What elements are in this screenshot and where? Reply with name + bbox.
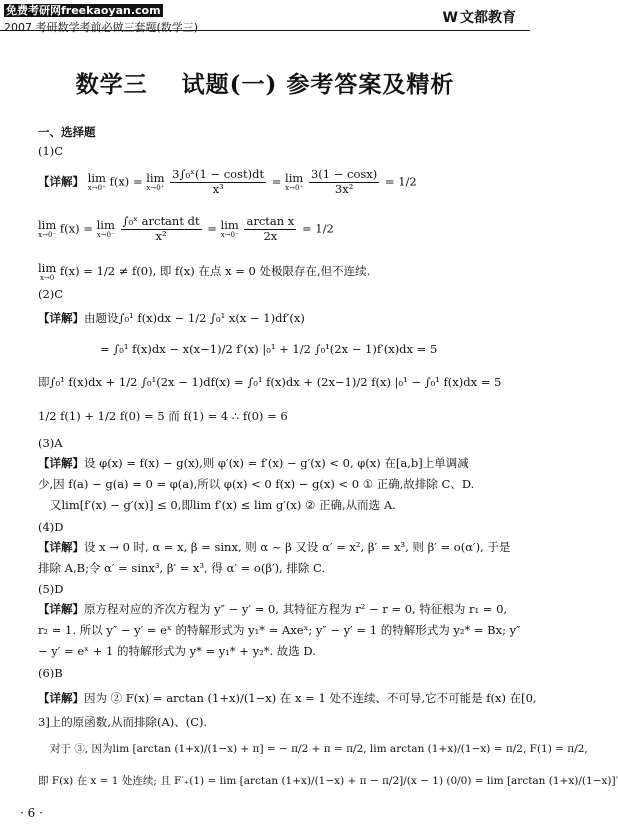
expr: 由题设∫₀¹ f(x)dx − 1/2 ∫₀¹ x(x − 1)df′(x): [84, 311, 305, 325]
brand: [443, 7, 516, 27]
solution-5-line-3: − y′ = eˣ + 1 的特解形式为 y* = y₁* + y₂*. 故选 D.: [38, 644, 316, 658]
conclusion: f(x) = 1/2 ≠ f(0), 即 f(x) 在点 x = 0 处极限存在,但不连续.: [59, 264, 371, 279]
solution-6-line-2: 3]上的原函数,从而排除(A)、(C).: [38, 715, 208, 729]
brand-logo-icon: W: [442, 10, 456, 26]
answer-1: (1)C: [38, 144, 64, 158]
solution-6-line-1: [38, 692, 537, 706]
watermark: 免费考研网freekaoyan.com: [6, 4, 161, 17]
answer-6: (6)B: [38, 666, 63, 680]
result: 1/2: [315, 221, 334, 236]
limit: lim x→0⁺: [146, 171, 165, 192]
limit: lim x→0⁻: [96, 218, 115, 239]
numerator: arctan x: [246, 214, 295, 228]
expr: 原方程对应的齐次方程为 y″ − y′ = 0, 其特征方程为 r² − r = 0, 特征根为 r₁ = 0,: [84, 602, 508, 616]
page-header: [0, 0, 530, 34]
header-book-title: 2007 考研数学考前必做三套题(数学三): [4, 21, 199, 34]
solution-4-line-1: [38, 541, 510, 555]
denominator: x³: [212, 181, 224, 196]
denominator: 2x: [263, 228, 278, 243]
solution-2-line-2: = ∫₀¹ f(x)dx − x(x−1)/2 f′(x) |₀¹ + 1/2 ∫₀¹(2x − 1)f′(x)dx = 5: [100, 342, 438, 356]
solution-1-line-3: [38, 262, 370, 282]
fraction: [170, 168, 266, 197]
title-subject: 数学三: [75, 71, 148, 98]
title-heading: 试题(一) 参考答案及精析: [181, 71, 455, 98]
solution-2-line-3: 即∫₀¹ f(x)dx + 1/2 ∫₀¹(2x − 1)df(x) = ∫₀¹ f(x)dx + (2x−1)/2 f(x) |₀¹ − ∫₀¹ f(x)dx = 5: [38, 375, 502, 389]
limit: lim x→0⁺: [285, 171, 304, 192]
fraction: [244, 215, 296, 244]
expr: 设 φ(x) = f(x) − g(x),则 φ′(x) = f′(x) − g′(x) < 0, φ(x) 在[a,b]上单调减: [84, 456, 469, 470]
answer-5: (5)D: [38, 582, 64, 596]
solution-4-line-2: 排除 A,B;令 α′ = sinx³, β′ = x³, 得 α′ = o(β′), 排除 C.: [38, 561, 326, 575]
brand-name: 文都教育: [460, 10, 516, 26]
solution-6-line-3: 对于 ③, 因为lim [arctan (1+x)/(1−x) + π] = − π/2 + π = π/2, lim arctan (1+x)/(1−x) = π/2, F(1) = π/2,: [50, 743, 588, 755]
answer-3: (3)A: [38, 436, 63, 450]
page-title: [0, 66, 530, 99]
lim-text: lim: [87, 171, 106, 186]
solution-3-line-1: [38, 457, 469, 471]
solution-3-line-3: 又lim[f′(x) − g′(x)] ≤ 0,即lim f′(x) ≤ lim g′(x) ② 正确,从而选 A.: [50, 498, 396, 512]
expr: f(x) =: [109, 174, 143, 189]
solution-5-line-2: r₂ = 1. 所以 y″ − y′ = eˣ 的特解形式为 y₁* = Axeˣ; y″ − y′ = 1 的特解形式为 y₂* = Bx; y″: [38, 623, 521, 637]
limit: lim x→0: [38, 261, 57, 282]
section-heading: 一、选择题: [38, 125, 96, 139]
answer-2: (2)C: [38, 287, 64, 301]
numerator: ∫₀ˣ arctant dt: [122, 214, 200, 228]
detail-tag: 【详解】: [38, 311, 84, 325]
numerator: 3∫₀ˣ(1 − cost)dt: [172, 167, 265, 181]
answer-4: (4)D: [38, 520, 64, 534]
solution-5-line-1: [38, 603, 507, 617]
solution-6-line-4: 即 F(x) 在 x = 1 处连续; 且 F′₊(1) = lim [arctan (1+x)/(1−x) + π − π/2]/(x − 1) (0/0) = lim [arctan (1+x)/(1−x)]′: [38, 775, 618, 787]
result: 1/2: [398, 174, 417, 189]
solution-3-line-2: 少,因 f(a) − g(a) = 0 = φ(a),所以 φ(x) < 0 f(x) − g(x) < 0 ① 正确,故排除 C、D.: [38, 477, 475, 491]
detail-tag: 【详解】: [38, 540, 84, 554]
page-number: · 6 ·: [20, 806, 43, 820]
solution-2-line-1: [38, 312, 305, 326]
fraction: [121, 215, 202, 244]
detail-tag: 【详解】: [38, 691, 84, 705]
limit: lim x→0⁺: [87, 171, 106, 192]
limit: lim x→0⁻: [220, 218, 239, 239]
solution-2-line-4: 1/2 f(1) + 1/2 f(0) = 5 而 f(1) = 4 ∴ f(0) = 6: [38, 409, 288, 423]
detail-tag: 【详解】: [38, 602, 84, 616]
fraction: [309, 168, 379, 197]
detail-tag: 【详解】: [38, 456, 84, 470]
numerator: 3(1 − cosx): [310, 167, 378, 181]
expr: 因为 ② F(x) = arctan (1+x)/(1−x) 在 x = 1 处不连续、不可导,它不可能是 f(x) 在[0,: [84, 691, 537, 705]
expr: 设 x → 0 时, α = x, β = sinx, 则 α ~ β 又设 α′ = x², β′ = x³, 则 β′ = o(α′), 于是: [84, 540, 511, 554]
denominator: x²: [155, 228, 167, 243]
limit: lim x→0⁻: [38, 218, 57, 239]
detail-tag: 【详解】: [38, 174, 84, 189]
header-left: [4, 2, 198, 35]
denominator: 3x²: [334, 181, 354, 196]
solution-1-line-2: lim x→0⁻ f(x) = lim x→0⁻ $\frac{\text{∫₀ˣ arctant dt}}{\text{x²}}$ = lim x→0⁻ $\frac{\text{arctan x}}{2x}$ = 1/2: [38, 214, 334, 243]
solution-1-line-1: 【详解】 lim x→0⁺ f(x) = lim x→0⁺ $\frac{\text{3∫₀ˣ(1 − cost)dt}}{\text{x³}}$ = lim x→0⁺ $\frac{3(1 - \cos x)}{\text{3x²}}$ = 1/2: [38, 167, 417, 196]
